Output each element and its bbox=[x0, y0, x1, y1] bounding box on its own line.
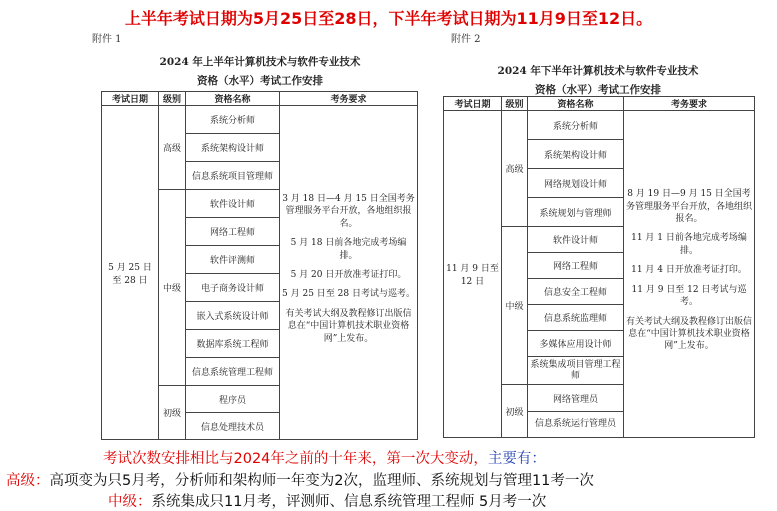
left-qualification-item: 嵌入式系统设计师 bbox=[186, 302, 280, 330]
right-header-date: 考试日期 bbox=[444, 97, 502, 111]
left-requirement-item: 5 月 20 日开放准考证打印。 bbox=[290, 270, 407, 280]
right-schedule-table bbox=[443, 96, 755, 438]
right-level-senior: 高级 bbox=[502, 111, 528, 227]
left-title-line2: 资格（水平）考试工作安排 bbox=[197, 75, 323, 87]
right-header-level: 级别 bbox=[502, 97, 528, 111]
left-qualification-item: 系统架构设计师 bbox=[186, 134, 280, 162]
left-qualification-item: 信息系统项目管理师 bbox=[186, 162, 280, 190]
note-line-2 bbox=[6, 469, 594, 490]
left-header-level: 级别 bbox=[159, 92, 186, 106]
right-qualification-item: 多媒体应用设计师 bbox=[528, 331, 624, 357]
right-level-mid: 中级 bbox=[502, 227, 528, 385]
right-qualification-item: 系统规划与管理师 bbox=[528, 198, 624, 227]
left-qualification-item: 信息系统管理工程师 bbox=[186, 358, 280, 386]
right-header-requirements: 考务要求 bbox=[624, 97, 755, 111]
left-qualification-item: 程序员 bbox=[186, 386, 280, 413]
left-header-requirements: 考务要求 bbox=[280, 92, 418, 106]
left-qualification-item: 信息处理技术员 bbox=[186, 413, 280, 440]
right-requirement-item: 11 月 1 日前各地完成考场编排。 bbox=[631, 233, 747, 256]
annex-2-label: 附件 2 bbox=[451, 34, 481, 45]
right-qualification-item: 信息安全工程师 bbox=[528, 279, 624, 305]
left-level-senior: 高级 bbox=[159, 106, 186, 190]
note-line-1-blue: 主要有： bbox=[487, 451, 546, 467]
left-level-mid: 中级 bbox=[159, 190, 186, 386]
right-requirement-item: 有关考试大纲及教程修订出版信息在“中国计算机技术职业资格网”上发布。 bbox=[626, 316, 753, 352]
right-header-qualification: 资格名称 bbox=[528, 97, 624, 111]
right-qualification-item: 系统集成项目管理工程师 bbox=[528, 357, 624, 385]
left-requirement-item: 5 月 25 日至 28 日考试与巡考。 bbox=[282, 289, 415, 300]
right-qualification-item: 系统分析师 bbox=[528, 111, 624, 140]
left-qualification-item: 电子商务设计师 bbox=[186, 274, 280, 302]
right-level-junior: 初级 bbox=[502, 385, 528, 438]
right-title-line1: 2024 年下半年计算机技术与软件专业技术 bbox=[497, 65, 699, 77]
right-qualification-item: 软件设计师 bbox=[528, 227, 624, 253]
right-requirement-item: 11 月 4 日开放准考证打印。 bbox=[631, 265, 747, 276]
left-qualification-item: 软件设计师 bbox=[186, 190, 280, 218]
annex-1-label: 附件 1 bbox=[92, 34, 122, 45]
left-level-junior: 初级 bbox=[159, 386, 186, 440]
note-line-1 bbox=[103, 447, 546, 468]
note-senior-text: 高项变为只5月考，分析师和架构师一年变为2次，监理师、系统规划与管理11考一次 bbox=[49, 473, 594, 489]
left-header-qualification: 资格名称 bbox=[186, 92, 280, 106]
note-senior-label: 高级： bbox=[6, 473, 50, 489]
left-qualification-item: 网络工程师 bbox=[186, 218, 280, 246]
headline: 上半年考试日期为5月25日至28日，下半年考试日期为11月9日至12日。 bbox=[124, 9, 653, 28]
right-requirement-item: 11 月 9 日至 12 日考试与巡考。 bbox=[631, 284, 747, 308]
right-requirement-item: 8 月 19 日—9 月 15 日全国考务管理服务平台开放，各地组织报名。 bbox=[626, 189, 753, 225]
right-requirements bbox=[624, 111, 755, 438]
left-qualification-item: 数据库系统工程师 bbox=[186, 330, 280, 358]
left-requirement-item: 有关考试大纲及教程修订出版信息在“中国计算机技术职业资格网”上发布。 bbox=[285, 308, 412, 344]
left-qualification-item: 系统分析师 bbox=[186, 106, 280, 134]
right-qualification-item: 网络管理员 bbox=[528, 385, 624, 412]
left-requirements bbox=[280, 106, 418, 440]
left-title-block bbox=[100, 54, 420, 94]
right-qualification-item: 网络工程师 bbox=[528, 253, 624, 279]
right-qualification-item: 网络规划设计师 bbox=[528, 169, 624, 198]
left-title-line1: 2024 年上半年计算机技术与软件专业技术 bbox=[159, 56, 361, 68]
left-schedule-table bbox=[101, 91, 418, 440]
left-exam-date: 5 月 25 日至 28 日 bbox=[102, 106, 159, 440]
left-qualification-item: 软件评测师 bbox=[186, 246, 280, 274]
left-requirement-item: 3 月 18 日—4 月 15 日全国考务管理服务平台开放，各地组织报名。 bbox=[282, 193, 415, 229]
right-qualification-item: 信息系统运行管理员 bbox=[528, 412, 624, 438]
note-mid-text: 系统集成只11月考，评测师、信息系统管理工程师 5月考一次 bbox=[151, 494, 547, 510]
note-mid-label: 中级： bbox=[108, 494, 152, 510]
note-line-1-red: 考试次数安排相比与2024年之前的十年来，第一次大变动， bbox=[103, 451, 488, 467]
note-line-3 bbox=[108, 490, 546, 511]
left-requirement-item: 5 月 18 日前各地完成考场编排。 bbox=[290, 238, 407, 261]
right-qualification-item: 信息系统监理师 bbox=[528, 305, 624, 331]
right-qualification-item: 系统架构设计师 bbox=[528, 140, 624, 169]
right-exam-date: 11 月 9 日至 12 日 bbox=[444, 111, 502, 438]
right-title-line2: 资格（水平）考试工作安排 bbox=[535, 84, 661, 96]
left-header-date: 考试日期 bbox=[102, 92, 159, 106]
